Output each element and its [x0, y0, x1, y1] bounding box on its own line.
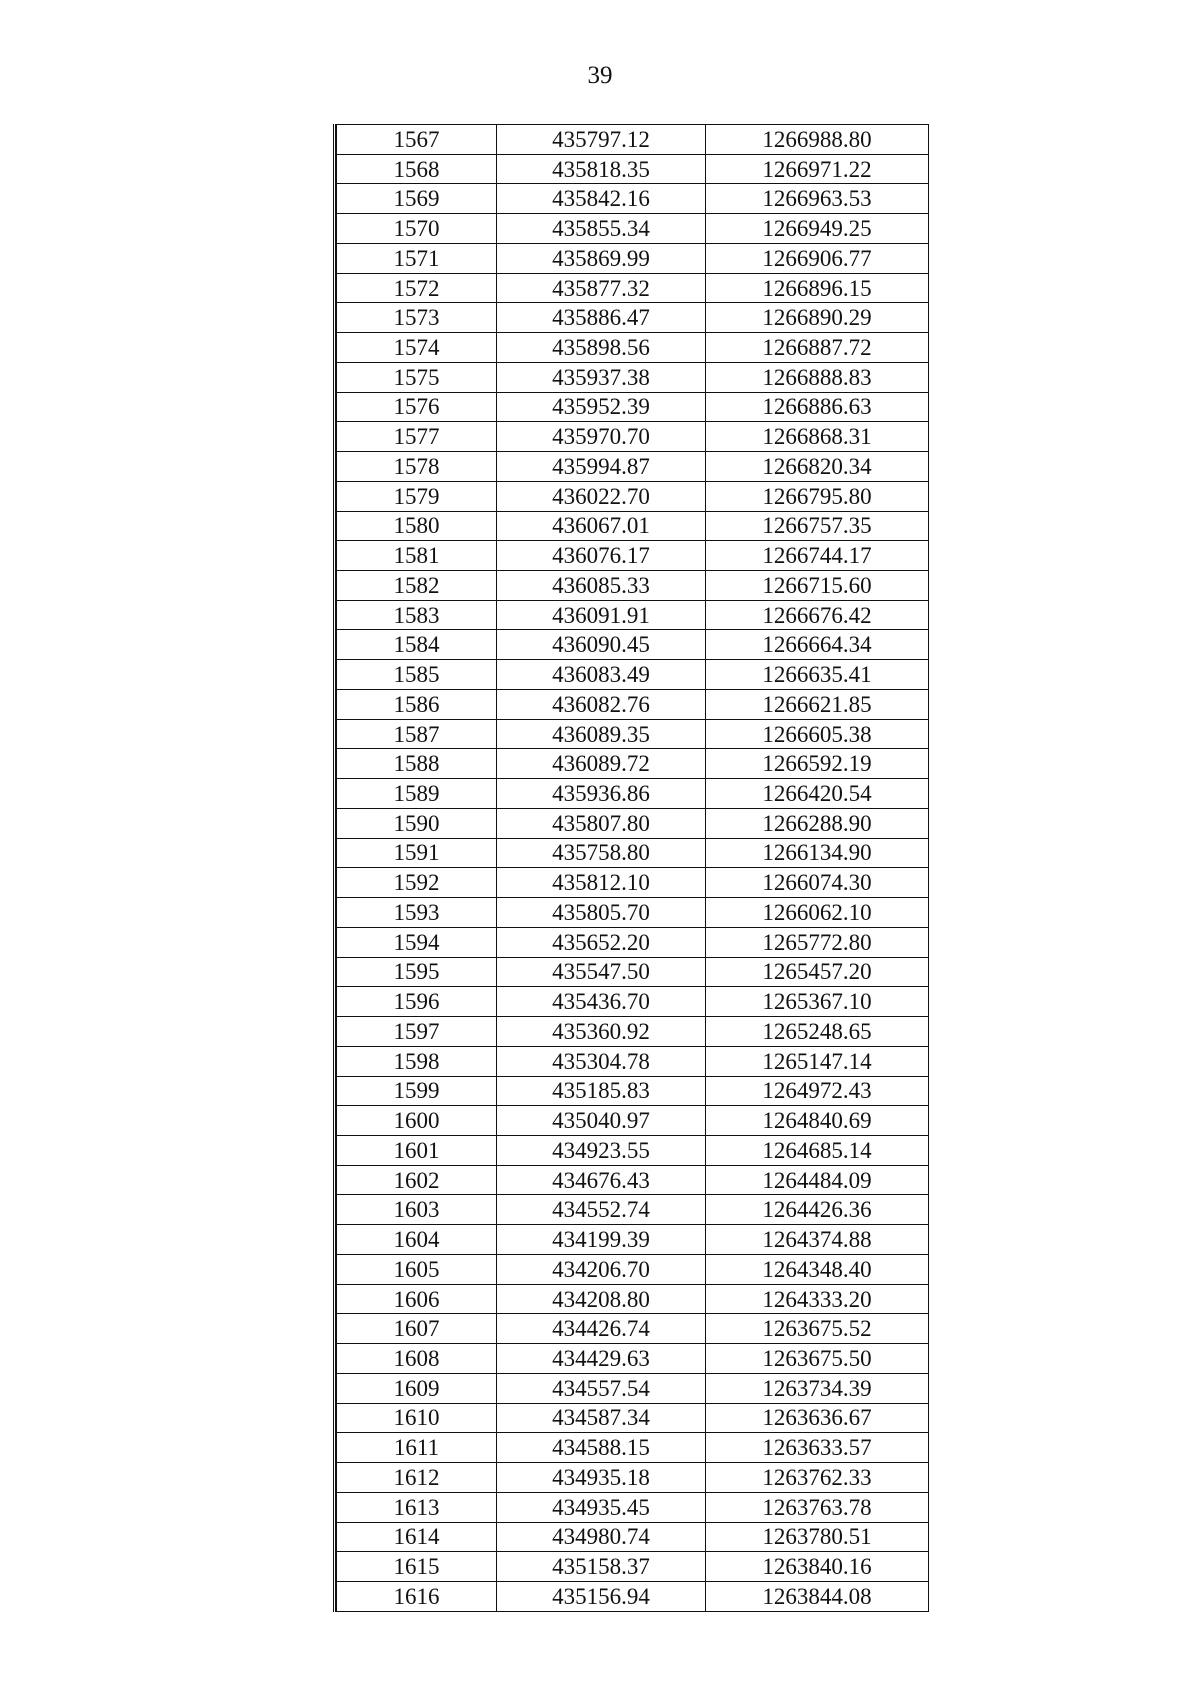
- x-coordinate-cell: 434208.80: [497, 1284, 706, 1314]
- y-coordinate-cell: 1263840.16: [706, 1552, 929, 1582]
- table-row: [337, 1017, 929, 1047]
- table-row: [337, 422, 929, 452]
- point-number-cell: 1581: [337, 541, 497, 571]
- table-row: [337, 987, 929, 1017]
- table-row: [337, 660, 929, 690]
- point-number-cell: 1571: [337, 243, 497, 273]
- y-coordinate-cell: 1264426.36: [706, 1195, 929, 1225]
- table-row: [337, 808, 929, 838]
- table-row: [337, 1106, 929, 1136]
- x-coordinate-cell: 435185.83: [497, 1076, 706, 1106]
- x-coordinate-cell: 435842.16: [497, 184, 706, 214]
- y-coordinate-cell: 1264348.40: [706, 1254, 929, 1284]
- table-row: [337, 1522, 929, 1552]
- y-coordinate-cell: 1266621.85: [706, 689, 929, 719]
- point-number-cell: 1600: [337, 1106, 497, 1136]
- point-number-cell: 1583: [337, 600, 497, 630]
- point-number-cell: 1573: [337, 303, 497, 333]
- point-number-cell: 1588: [337, 749, 497, 779]
- table-row: [337, 392, 929, 422]
- y-coordinate-cell: 1266062.10: [706, 898, 929, 928]
- x-coordinate-cell: 434923.55: [497, 1135, 706, 1165]
- y-coordinate-cell: 1266757.35: [706, 511, 929, 541]
- x-coordinate-cell: 434588.15: [497, 1433, 706, 1463]
- point-number-cell: 1606: [337, 1284, 497, 1314]
- y-coordinate-cell: 1263780.51: [706, 1522, 929, 1552]
- table-row: [337, 1284, 929, 1314]
- y-coordinate-cell: 1266820.34: [706, 452, 929, 482]
- x-coordinate-cell: 436091.91: [497, 600, 706, 630]
- x-coordinate-cell: 435994.87: [497, 452, 706, 482]
- table-row: [337, 1373, 929, 1403]
- point-number-cell: 1599: [337, 1076, 497, 1106]
- point-number-cell: 1586: [337, 689, 497, 719]
- x-coordinate-cell: 434980.74: [497, 1522, 706, 1552]
- y-coordinate-cell: 1266906.77: [706, 243, 929, 273]
- x-coordinate-cell: 435812.10: [497, 868, 706, 898]
- point-number-cell: 1576: [337, 392, 497, 422]
- y-coordinate-cell: 1263763.78: [706, 1492, 929, 1522]
- point-number-cell: 1607: [337, 1314, 497, 1344]
- x-coordinate-cell: 434587.34: [497, 1403, 706, 1433]
- x-coordinate-cell: 436089.72: [497, 749, 706, 779]
- point-number-cell: 1604: [337, 1225, 497, 1255]
- point-number-cell: 1615: [337, 1552, 497, 1582]
- table-row: [337, 1492, 929, 1522]
- x-coordinate-cell: 435805.70: [497, 898, 706, 928]
- table-row: [337, 1463, 929, 1493]
- point-number-cell: 1577: [337, 422, 497, 452]
- point-number-cell: 1609: [337, 1373, 497, 1403]
- y-coordinate-cell: 1266949.25: [706, 214, 929, 244]
- point-number-cell: 1589: [337, 779, 497, 809]
- y-coordinate-cell: 1266971.22: [706, 154, 929, 184]
- table-row: [337, 1344, 929, 1374]
- x-coordinate-cell: 435360.92: [497, 1017, 706, 1047]
- x-coordinate-cell: 434206.70: [497, 1254, 706, 1284]
- x-coordinate-cell: 435797.12: [497, 125, 706, 155]
- x-coordinate-cell: 435936.86: [497, 779, 706, 809]
- y-coordinate-cell: 1265457.20: [706, 957, 929, 987]
- y-coordinate-cell: 1266676.42: [706, 600, 929, 630]
- x-coordinate-cell: 436082.76: [497, 689, 706, 719]
- y-coordinate-cell: 1266605.38: [706, 719, 929, 749]
- x-coordinate-cell: 434935.18: [497, 1463, 706, 1493]
- y-coordinate-cell: 1266988.80: [706, 125, 929, 155]
- point-number-cell: 1584: [337, 630, 497, 660]
- table-row: [337, 719, 929, 749]
- table-row: [337, 898, 929, 928]
- table-row: [337, 1135, 929, 1165]
- point-number-cell: 1616: [337, 1581, 497, 1611]
- table-row: [337, 1076, 929, 1106]
- y-coordinate-cell: 1264685.14: [706, 1135, 929, 1165]
- y-coordinate-cell: 1266963.53: [706, 184, 929, 214]
- y-coordinate-cell: 1266664.34: [706, 630, 929, 660]
- table-row: [337, 571, 929, 601]
- y-coordinate-cell: 1265772.80: [706, 927, 929, 957]
- point-number-cell: 1603: [337, 1195, 497, 1225]
- y-coordinate-cell: 1266888.83: [706, 362, 929, 392]
- table-row: [337, 957, 929, 987]
- x-coordinate-cell: 435970.70: [497, 422, 706, 452]
- point-number-cell: 1601: [337, 1135, 497, 1165]
- table-row: [337, 243, 929, 273]
- x-coordinate-cell: 435807.80: [497, 808, 706, 838]
- y-coordinate-cell: 1263636.67: [706, 1403, 929, 1433]
- x-coordinate-cell: 435547.50: [497, 957, 706, 987]
- point-number-cell: 1595: [337, 957, 497, 987]
- table-row: [337, 600, 929, 630]
- point-number-cell: 1575: [337, 362, 497, 392]
- y-coordinate-cell: 1266134.90: [706, 838, 929, 868]
- x-coordinate-cell: 436067.01: [497, 511, 706, 541]
- point-number-cell: 1591: [337, 838, 497, 868]
- point-number-cell: 1610: [337, 1403, 497, 1433]
- y-coordinate-cell: 1264484.09: [706, 1165, 929, 1195]
- x-coordinate-cell: 435304.78: [497, 1046, 706, 1076]
- table-row: [337, 303, 929, 333]
- y-coordinate-cell: 1265147.14: [706, 1046, 929, 1076]
- table-row: [337, 184, 929, 214]
- coordinates-table: [336, 124, 929, 1612]
- point-number-cell: 1592: [337, 868, 497, 898]
- x-coordinate-cell: 435652.20: [497, 927, 706, 957]
- table-row: [337, 749, 929, 779]
- point-number-cell: 1614: [337, 1522, 497, 1552]
- x-coordinate-cell: 434935.45: [497, 1492, 706, 1522]
- point-number-cell: 1572: [337, 273, 497, 303]
- y-coordinate-cell: 1264374.88: [706, 1225, 929, 1255]
- y-coordinate-cell: 1266890.29: [706, 303, 929, 333]
- y-coordinate-cell: 1266288.90: [706, 808, 929, 838]
- x-coordinate-cell: 436089.35: [497, 719, 706, 749]
- y-coordinate-cell: 1263633.57: [706, 1433, 929, 1463]
- table-row: [337, 1581, 929, 1611]
- y-coordinate-cell: 1263675.52: [706, 1314, 929, 1344]
- y-coordinate-cell: 1266420.54: [706, 779, 929, 809]
- y-coordinate-cell: 1266074.30: [706, 868, 929, 898]
- x-coordinate-cell: 436085.33: [497, 571, 706, 601]
- point-number-cell: 1598: [337, 1046, 497, 1076]
- x-coordinate-cell: 435869.99: [497, 243, 706, 273]
- table-row: [337, 1254, 929, 1284]
- point-number-cell: 1597: [337, 1017, 497, 1047]
- y-coordinate-cell: 1264333.20: [706, 1284, 929, 1314]
- y-coordinate-cell: 1263844.08: [706, 1581, 929, 1611]
- x-coordinate-cell: 436083.49: [497, 660, 706, 690]
- table-row: [337, 1552, 929, 1582]
- table-row: [337, 927, 929, 957]
- y-coordinate-cell: 1265248.65: [706, 1017, 929, 1047]
- y-coordinate-cell: 1266886.63: [706, 392, 929, 422]
- x-coordinate-cell: 436022.70: [497, 481, 706, 511]
- table-row: [337, 868, 929, 898]
- x-coordinate-cell: 435158.37: [497, 1552, 706, 1582]
- x-coordinate-cell: 435877.32: [497, 273, 706, 303]
- point-number-cell: 1580: [337, 511, 497, 541]
- x-coordinate-cell: 434676.43: [497, 1165, 706, 1195]
- x-coordinate-cell: 435898.56: [497, 333, 706, 363]
- point-number-cell: 1569: [337, 184, 497, 214]
- point-number-cell: 1605: [337, 1254, 497, 1284]
- page-number: 39: [587, 62, 613, 89]
- x-coordinate-cell: 436076.17: [497, 541, 706, 571]
- table-row: [337, 362, 929, 392]
- point-number-cell: 1611: [337, 1433, 497, 1463]
- table-row: [337, 333, 929, 363]
- table-row: [337, 1046, 929, 1076]
- table-row: [337, 481, 929, 511]
- point-number-cell: 1585: [337, 660, 497, 690]
- x-coordinate-cell: 434199.39: [497, 1225, 706, 1255]
- point-number-cell: 1582: [337, 571, 497, 601]
- table-row: [337, 1225, 929, 1255]
- table-row: [337, 154, 929, 184]
- point-number-cell: 1590: [337, 808, 497, 838]
- table-row: [337, 1165, 929, 1195]
- point-number-cell: 1587: [337, 719, 497, 749]
- point-number-cell: 1568: [337, 154, 497, 184]
- y-coordinate-cell: 1266868.31: [706, 422, 929, 452]
- point-number-cell: 1567: [337, 125, 497, 155]
- x-coordinate-cell: 435952.39: [497, 392, 706, 422]
- table-row: [337, 125, 929, 155]
- point-number-cell: 1612: [337, 1463, 497, 1493]
- x-coordinate-cell: 435758.80: [497, 838, 706, 868]
- table-row: [337, 1433, 929, 1463]
- table-row: [337, 838, 929, 868]
- table-row: [337, 1403, 929, 1433]
- x-coordinate-cell: 435040.97: [497, 1106, 706, 1136]
- x-coordinate-cell: 436090.45: [497, 630, 706, 660]
- table-row: [337, 779, 929, 809]
- table-row: [337, 273, 929, 303]
- y-coordinate-cell: 1264972.43: [706, 1076, 929, 1106]
- y-coordinate-cell: 1264840.69: [706, 1106, 929, 1136]
- y-coordinate-cell: 1266744.17: [706, 541, 929, 571]
- table-row: [337, 214, 929, 244]
- point-number-cell: 1608: [337, 1344, 497, 1374]
- y-coordinate-cell: 1266715.60: [706, 571, 929, 601]
- x-coordinate-cell: 434426.74: [497, 1314, 706, 1344]
- coordinates-table-body: [337, 125, 929, 1612]
- x-coordinate-cell: 435818.35: [497, 154, 706, 184]
- x-coordinate-cell: 435937.38: [497, 362, 706, 392]
- y-coordinate-cell: 1263675.50: [706, 1344, 929, 1374]
- point-number-cell: 1574: [337, 333, 497, 363]
- x-coordinate-cell: 435886.47: [497, 303, 706, 333]
- table-row: [337, 1195, 929, 1225]
- point-number-cell: 1594: [337, 927, 497, 957]
- x-coordinate-cell: 434557.54: [497, 1373, 706, 1403]
- y-coordinate-cell: 1266896.15: [706, 273, 929, 303]
- y-coordinate-cell: 1263762.33: [706, 1463, 929, 1493]
- point-number-cell: 1596: [337, 987, 497, 1017]
- x-coordinate-cell: 434552.74: [497, 1195, 706, 1225]
- point-number-cell: 1602: [337, 1165, 497, 1195]
- table-row: [337, 511, 929, 541]
- point-number-cell: 1593: [337, 898, 497, 928]
- table-row: [337, 1314, 929, 1344]
- point-number-cell: 1579: [337, 481, 497, 511]
- x-coordinate-cell: 434429.63: [497, 1344, 706, 1374]
- y-coordinate-cell: 1265367.10: [706, 987, 929, 1017]
- y-coordinate-cell: 1266795.80: [706, 481, 929, 511]
- coordinates-table-container: [333, 124, 929, 1612]
- y-coordinate-cell: 1266887.72: [706, 333, 929, 363]
- x-coordinate-cell: 435436.70: [497, 987, 706, 1017]
- table-row: [337, 689, 929, 719]
- table-row: [337, 630, 929, 660]
- table-row: [337, 452, 929, 482]
- y-coordinate-cell: 1266635.41: [706, 660, 929, 690]
- x-coordinate-cell: 435156.94: [497, 1581, 706, 1611]
- x-coordinate-cell: 435855.34: [497, 214, 706, 244]
- y-coordinate-cell: 1266592.19: [706, 749, 929, 779]
- y-coordinate-cell: 1263734.39: [706, 1373, 929, 1403]
- table-row: [337, 541, 929, 571]
- point-number-cell: 1578: [337, 452, 497, 482]
- point-number-cell: 1570: [337, 214, 497, 244]
- point-number-cell: 1613: [337, 1492, 497, 1522]
